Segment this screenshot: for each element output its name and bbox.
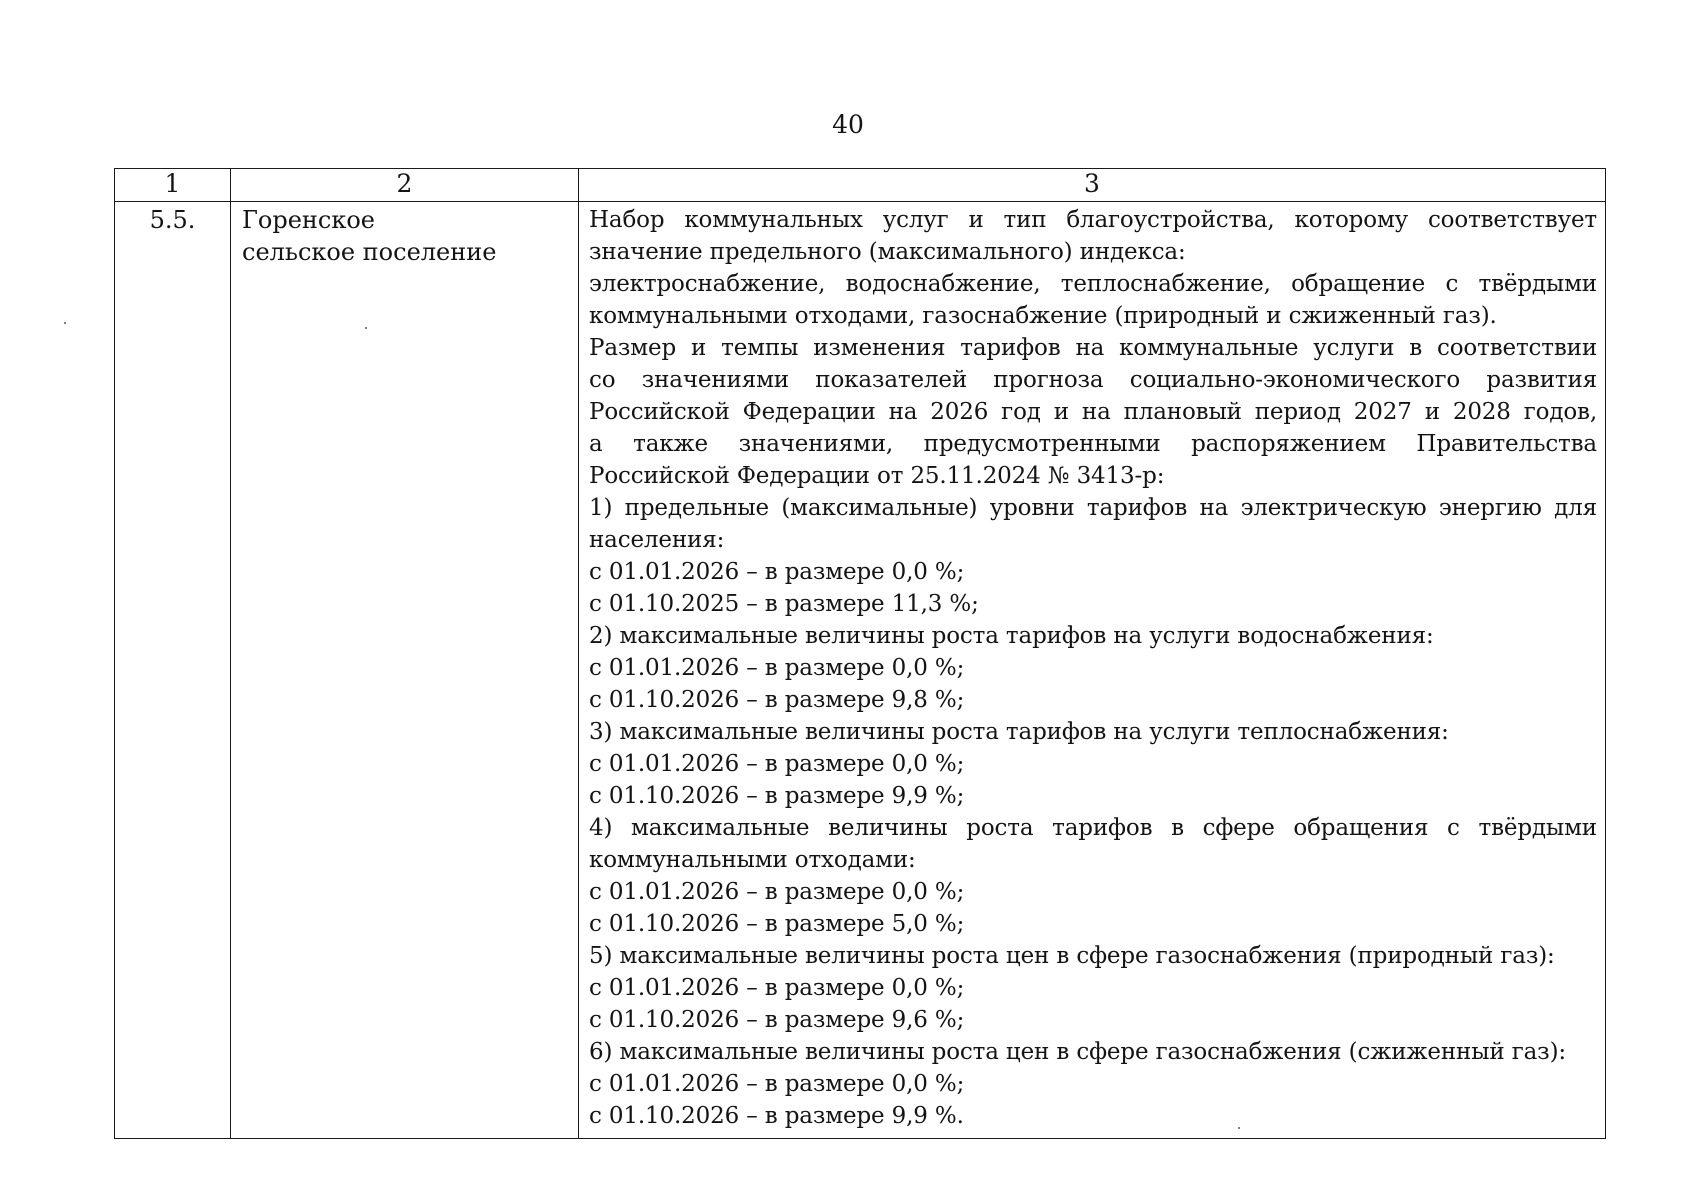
- content-line: электроснабжение, водоснабжение, теплоснабжение, обращение с твёрдыми: [589, 271, 1597, 297]
- content-line: с 01.01.2026 – в размере 0,0 %;: [589, 655, 965, 681]
- content-line: с 01.01.2026 – в размере 0,0 %;: [589, 879, 965, 905]
- content-line: с 01.10.2026 – в размере 9,6 %;: [589, 1007, 965, 1033]
- settlement-name-line: сельское поселение: [242, 238, 497, 266]
- content-line: значение предельного (максимального) индекса:: [589, 239, 1186, 265]
- content-line: 4) максимальные величины роста тарифов в сфере обращения с твёрдыми: [589, 815, 1597, 841]
- content-line: 5) максимальные величины роста цен в сфере газоснабжения (природный газ):: [589, 943, 1555, 969]
- column-header-1: 1: [115, 169, 231, 202]
- content-line: населения:: [589, 527, 725, 553]
- column-header-2: 2: [231, 169, 579, 202]
- tariff-table: [114, 168, 1606, 1139]
- content-line: с 01.10.2026 – в размере 5,0 %;: [589, 911, 965, 937]
- content-line: со значениями показателей прогноза социально-экономического развития: [589, 367, 1597, 393]
- content-line: 1) предельные (максимальные) уровни тарифов на электрическую энергию для: [589, 495, 1597, 521]
- tariff-description: [579, 202, 1606, 1139]
- content-line: с 01.01.2026 – в размере 0,0 %;: [589, 559, 965, 585]
- content-line: Набор коммунальных услуг и тип благоустройства, которому соответствует: [589, 207, 1597, 233]
- content-line: с 01.10.2026 – в размере 9,9 %;: [589, 783, 965, 809]
- table-row: [115, 202, 1606, 1139]
- content-line: с 01.10.2026 – в размере 9,9 %.: [589, 1103, 964, 1129]
- table-header-row: [115, 169, 1606, 202]
- content-line: 3) максимальные величины роста тарифов на услуги теплоснабжения:: [589, 719, 1449, 745]
- page-number: 40: [832, 110, 864, 139]
- content-line: коммунальными отходами, газоснабжение (природный и сжиженный газ).: [589, 303, 1497, 329]
- content-line: Размер и темпы изменения тарифов на коммунальные услуги в соответствии: [589, 335, 1597, 361]
- content-line: 2) максимальные величины роста тарифов на услуги водоснабжения:: [589, 623, 1434, 649]
- scan-speck: [64, 322, 66, 324]
- content-line: коммунальными отходами:: [589, 847, 916, 873]
- content-line: Российской Федерации на 2026 год и на плановый период 2027 и 2028 годов,: [589, 399, 1597, 425]
- content-line: с 01.10.2026 – в размере 9,8 %;: [589, 687, 965, 713]
- content-line: с 01.01.2026 – в размере 0,0 %;: [589, 1071, 965, 1097]
- column-header-3: 3: [579, 169, 1606, 202]
- content-line: Российской Федерации от 25.11.2024 № 3413-р:: [589, 463, 1165, 489]
- settlement-name: [231, 202, 579, 1139]
- content-line: 6) максимальные величины роста цен в сфере газоснабжения (сжиженный газ):: [589, 1039, 1566, 1065]
- content-line: с 01.01.2026 – в размере 0,0 %;: [589, 751, 965, 777]
- content-line: а также значениями, предусмотренными распоряжением Правительства: [589, 431, 1597, 457]
- row-number: 5.5.: [115, 202, 231, 1139]
- content-line: с 01.01.2026 – в размере 0,0 %;: [589, 975, 965, 1001]
- content-line: с 01.10.2025 – в размере 11,3 %;: [589, 591, 979, 617]
- settlement-name-line: Горенское: [242, 206, 375, 234]
